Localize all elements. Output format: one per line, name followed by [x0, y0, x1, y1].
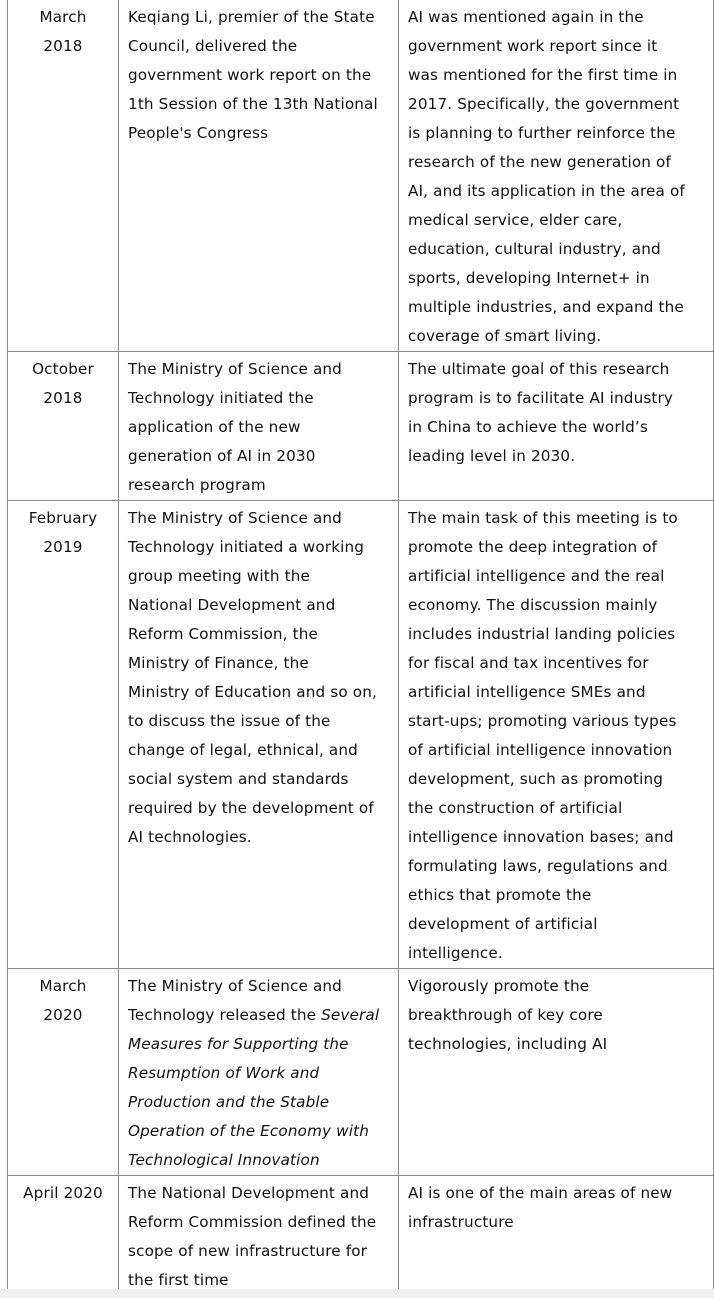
event-text: the first time — [128, 1271, 229, 1289]
table-row — [8, 1176, 714, 1296]
description-line: the construction of artificial — [408, 799, 623, 817]
event-text: research program — [128, 476, 266, 494]
event-text: change of legal, ethnical, and — [128, 741, 358, 759]
event-line — [128, 1208, 389, 1237]
description-line: AI is one of the main areas of new — [408, 1184, 673, 1202]
event-line — [128, 794, 389, 823]
event-text: Technology released the — [128, 1006, 322, 1024]
event-cell — [119, 352, 399, 501]
event-text: Technology initiated the — [128, 389, 314, 407]
description-line: coverage of smart living. — [408, 327, 602, 345]
event-text: Council, delivered the — [128, 37, 298, 55]
description-cell — [399, 0, 714, 352]
description-line: AI, and its application in the area of — [408, 182, 685, 200]
event-line — [128, 1146, 389, 1175]
event-line — [128, 533, 389, 562]
event-line — [128, 413, 389, 442]
event-text: Reform Commission defined the — [128, 1213, 377, 1231]
event-line — [128, 119, 389, 148]
description-line: economy. The discussion mainly — [408, 596, 658, 614]
event-text: Ministry of Education and so on, — [128, 683, 377, 701]
description-line: sports, developing Internet+ in — [408, 269, 650, 287]
date-line: March — [39, 977, 87, 995]
date-line: 2018 — [43, 389, 83, 407]
document-title-italic: Operation of the Economy with — [128, 1122, 369, 1140]
event-line — [128, 471, 389, 500]
table-row — [8, 969, 714, 1176]
event-line — [128, 562, 389, 591]
description-line: breakthrough of key core — [408, 1006, 603, 1024]
event-line — [128, 3, 389, 32]
description-line: artificial intelligence SMEs and — [408, 683, 646, 701]
description-line: for fiscal and tax incentives for — [408, 654, 649, 672]
event-line — [128, 1059, 389, 1088]
event-line — [128, 1179, 389, 1208]
description-line: includes industrial landing policies — [408, 625, 676, 643]
description-line: of artificial intelligence innovation — [408, 741, 673, 759]
document-title-italic: Resumption of Work and — [128, 1064, 320, 1082]
document-title-italic: Measures for Supporting the — [128, 1035, 349, 1053]
event-text: Reform Commission, the — [128, 625, 318, 643]
description-line: government work report since it — [408, 37, 658, 55]
date-line: October — [32, 360, 94, 378]
description-line: Vigorously promote the — [408, 977, 590, 995]
description-line: leading level in 2030. — [408, 447, 576, 465]
description-line: promote the deep integration of — [408, 538, 658, 556]
event-line — [128, 1088, 389, 1117]
date-cell — [8, 0, 119, 352]
date-cell — [8, 969, 119, 1176]
date-cell — [8, 1176, 119, 1296]
description-line: infrastructure — [408, 1213, 514, 1231]
event-cell — [119, 969, 399, 1176]
event-text: The Ministry of Science and — [128, 509, 342, 527]
event-line — [128, 442, 389, 471]
event-line — [128, 1030, 389, 1059]
event-line — [128, 736, 389, 765]
description-cell — [399, 1176, 714, 1296]
event-cell — [119, 0, 399, 352]
date-line: 2020 — [43, 1006, 83, 1024]
event-cell — [119, 1176, 399, 1296]
event-text: AI technologies. — [128, 828, 252, 846]
event-line — [128, 90, 389, 119]
description-line: was mentioned for the first time in — [408, 66, 678, 84]
event-line — [128, 384, 389, 413]
description-line: is planning to further reinforce the — [408, 124, 676, 142]
event-text: The Ministry of Science and — [128, 360, 342, 378]
event-line — [128, 591, 389, 620]
description-line: formulating laws, regulations and — [408, 857, 668, 875]
date-line: February — [28, 509, 98, 527]
description-line: The ultimate goal of this research — [408, 360, 670, 378]
description-cell — [399, 352, 714, 501]
description-line: artificial intelligence and the real — [408, 567, 665, 585]
document-title-italic: Several — [321, 1006, 380, 1024]
event-line — [128, 1237, 389, 1266]
event-line — [128, 707, 389, 736]
event-text: The Ministry of Science and — [128, 977, 342, 995]
date-line: 2018 — [43, 37, 83, 55]
page-bottom-edge — [0, 1289, 714, 1298]
description-line: 2017. Specifically, the government — [408, 95, 680, 113]
event-text: Keqiang Li, premier of the State — [128, 8, 375, 26]
event-line — [128, 620, 389, 649]
description-line: technologies, including AI — [408, 1035, 608, 1053]
event-text: The National Development and — [128, 1184, 370, 1202]
event-line — [128, 1001, 389, 1030]
event-line — [128, 649, 389, 678]
event-text: social system and standards — [128, 770, 349, 788]
event-text: application of the new — [128, 418, 301, 436]
table-body — [8, 0, 714, 1296]
description-line: intelligence. — [408, 944, 503, 962]
description-line: development of artificial — [408, 915, 598, 933]
description-line: The main task of this meeting is to — [408, 509, 678, 527]
description-line: in China to achieve the world’s — [408, 418, 648, 436]
description-line: AI was mentioned again in the — [408, 8, 644, 26]
event-text: group meeting with the — [128, 567, 310, 585]
description-line: start-ups; promoting various types — [408, 712, 677, 730]
description-line: development, such as promoting — [408, 770, 664, 788]
event-text: 1th Session of the 13th National — [128, 95, 378, 113]
description-cell — [399, 501, 714, 969]
table-row — [8, 352, 714, 501]
event-line — [128, 823, 389, 852]
event-text: People's Congress — [128, 124, 269, 142]
policy-timeline-table — [7, 0, 714, 1296]
event-line — [128, 355, 389, 384]
event-text: to discuss the issue of the — [128, 712, 331, 730]
event-line — [128, 1117, 389, 1146]
date-line: April 2020 — [23, 1184, 103, 1202]
event-text: generation of AI in 2030 — [128, 447, 316, 465]
description-line: ethics that promote the — [408, 886, 592, 904]
description-line: program is to facilitate AI industry — [408, 389, 674, 407]
event-text: required by the development of — [128, 799, 374, 817]
description-line: education, cultural industry, and — [408, 240, 661, 258]
date-cell — [8, 501, 119, 969]
description-line: multiple industries, and expand the — [408, 298, 684, 316]
table-row — [8, 501, 714, 969]
event-line — [128, 32, 389, 61]
event-text: government work report on the — [128, 66, 372, 84]
date-line: March — [39, 8, 87, 26]
document-title-italic: Technological Innovation — [128, 1151, 320, 1169]
description-line: intelligence innovation bases; and — [408, 828, 674, 846]
date-line: 2019 — [43, 538, 83, 556]
event-text: Technology initiated a working — [128, 538, 365, 556]
event-line — [128, 972, 389, 1001]
description-line: research of the new generation of — [408, 153, 671, 171]
description-line: medical service, elder care, — [408, 211, 623, 229]
event-line — [128, 504, 389, 533]
event-line — [128, 765, 389, 794]
event-line — [128, 61, 389, 90]
event-line — [128, 678, 389, 707]
table-row — [8, 0, 714, 352]
document-title-italic: Production and the Stable — [128, 1093, 330, 1111]
event-cell — [119, 501, 399, 969]
description-cell — [399, 969, 714, 1176]
event-text: National Development and — [128, 596, 336, 614]
date-cell — [8, 352, 119, 501]
event-text: Ministry of Finance, the — [128, 654, 309, 672]
event-text: scope of new infrastructure for — [128, 1242, 368, 1260]
